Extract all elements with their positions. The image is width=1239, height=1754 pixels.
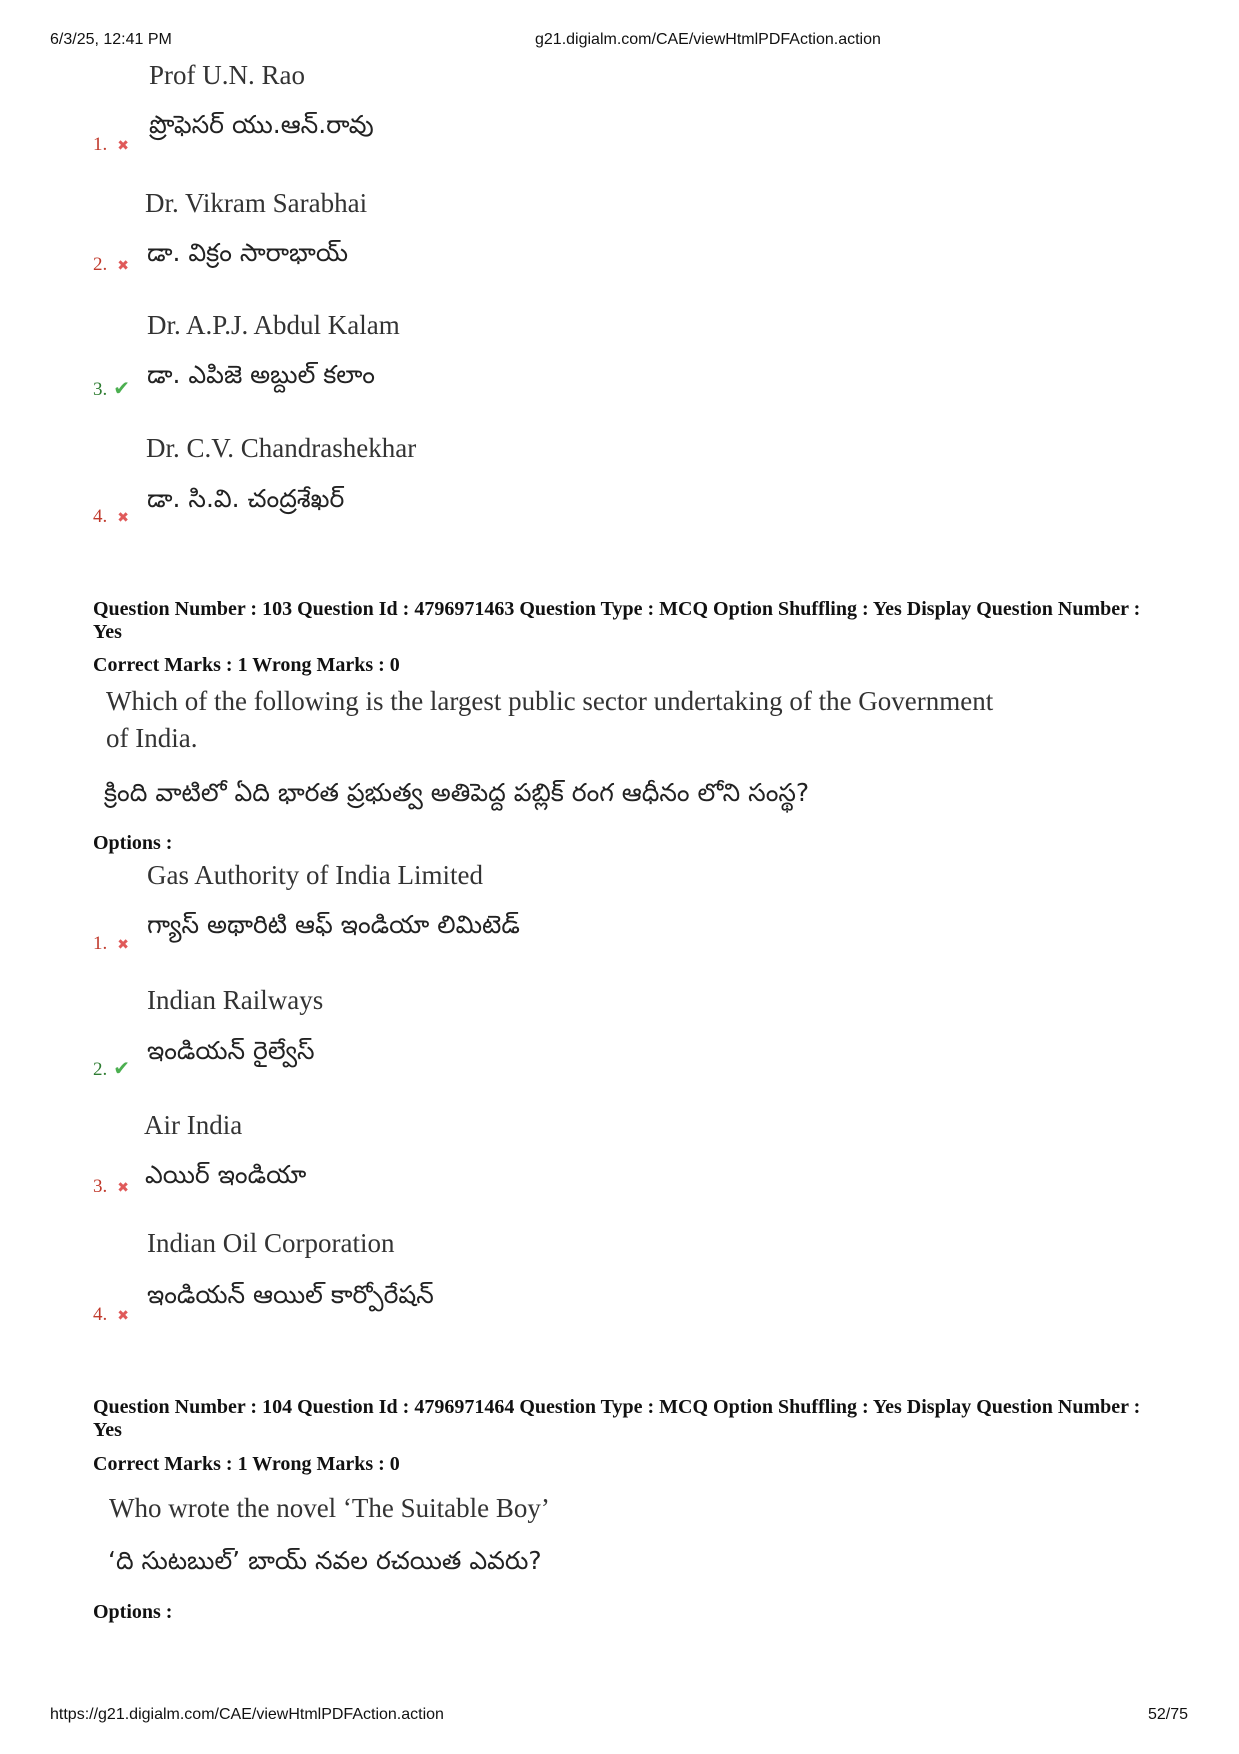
option-2-telugu: డా. విక్రం సారాభాయ్	[147, 238, 348, 267]
question-104-text-telugu: ‘ది సుటబుల్’ బాయ్ నవల రచయిత ఎవరు?	[108, 1546, 542, 1575]
q103-option-1-english: Gas Authority of India Limited	[147, 860, 483, 890]
cross-icon: ✖	[117, 139, 129, 154]
option-number: 2.	[93, 254, 108, 275]
option-number: 3.	[93, 379, 108, 400]
cross-icon: ✖	[117, 938, 129, 953]
question-103-meta: Question Number : 103 Question Id : 4796971463 Question Type : MCQ Option Shuffling : Yes Display Question Number : Yes	[93, 598, 1141, 643]
option-number: 1.	[93, 134, 108, 155]
question-104-options-label: Options :	[93, 1601, 173, 1623]
q103-option-2-marker	[93, 1056, 130, 1081]
option-4-english: Dr. C.V. Chandrashekhar	[146, 433, 417, 463]
question-103-options-label: Options :	[93, 832, 173, 854]
option-number: 3.	[93, 1176, 108, 1197]
option-2-marker	[93, 254, 129, 276]
option-3-telugu: డా. ఎపిజె అబ్దుల్ కలాం	[147, 360, 375, 389]
cross-icon: ✖	[117, 1309, 129, 1324]
question-104-meta: Question Number : 104 Question Id : 4796971464 Question Type : MCQ Option Shuffling : Yes Display Question Number : Yes	[93, 1396, 1141, 1441]
question-103-marks: Correct Marks : 1 Wrong Marks : 0	[93, 654, 400, 676]
cross-icon: ✖	[117, 1181, 129, 1196]
option-3-english: Dr. A.P.J. Abdul Kalam	[147, 310, 400, 340]
check-icon: ✔	[113, 378, 131, 400]
question-103-text-telugu: క్రింది వాటిలో ఏది భారత ప్రభుత్వ అతిపెద్ద పబ్లిక్ రంగ ఆధీనం లోని సంస్థ?	[104, 778, 810, 807]
q103-option-3-marker	[93, 1176, 129, 1198]
option-4-telugu: డా. సి.వి. చంద్రశేఖర్	[147, 484, 345, 513]
print-url: g21.digialm.com/CAE/viewHtmlPDFAction.action	[535, 31, 881, 48]
footer-url: https://g21.digialm.com/CAE/viewHtmlPDFAction.action	[50, 1706, 444, 1723]
page-number: 52/75	[1148, 1706, 1189, 1723]
question-104-marks: Correct Marks : 1 Wrong Marks : 0	[93, 1453, 400, 1475]
option-1-english: Prof U.N. Rao	[149, 60, 305, 90]
option-number: 4.	[93, 506, 108, 527]
option-2-english: Dr. Vikram Sarabhai	[145, 188, 368, 218]
question-103-text-english: Which of the following is the largest public sector undertaking of the Government of India.	[106, 686, 994, 753]
option-number: 2.	[93, 1059, 108, 1080]
q103-option-2-telugu: ఇండియన్ రైల్వేస్	[147, 1036, 315, 1065]
q103-option-2-english: Indian Railways	[147, 985, 324, 1015]
q103-option-1-marker	[93, 933, 129, 955]
question-104-text-english: Who wrote the novel ‘The Suitable Boy’	[109, 1493, 550, 1523]
print-datetime: 6/3/25, 12:41 PM	[50, 31, 172, 48]
check-icon: ✔	[113, 1058, 131, 1080]
q103-option-1-telugu: గ్యాస్ అథారిటి ఆఫ్ ఇండియా లిమిటెడ్	[147, 910, 520, 939]
cross-icon: ✖	[117, 511, 129, 526]
q103-option-4-marker	[93, 1304, 129, 1326]
q103-option-3-telugu: ఎయిర్ ఇండియా	[145, 1160, 307, 1189]
option-number: 4.	[93, 1304, 108, 1325]
option-number: 1.	[93, 933, 108, 954]
option-4-marker	[93, 506, 129, 528]
q103-option-4-english: Indian Oil Corporation	[147, 1228, 395, 1258]
q103-option-3-english: Air India	[144, 1110, 243, 1140]
option-1-telugu: ప్రొఫెసర్ యు.ఆన్.రావు	[149, 110, 374, 139]
cross-icon: ✖	[117, 259, 129, 274]
option-3-marker	[93, 376, 130, 401]
option-1-marker	[93, 134, 129, 156]
q103-option-4-telugu: ఇండియన్ ఆయిల్ కార్పోరేషన్	[147, 1280, 434, 1309]
